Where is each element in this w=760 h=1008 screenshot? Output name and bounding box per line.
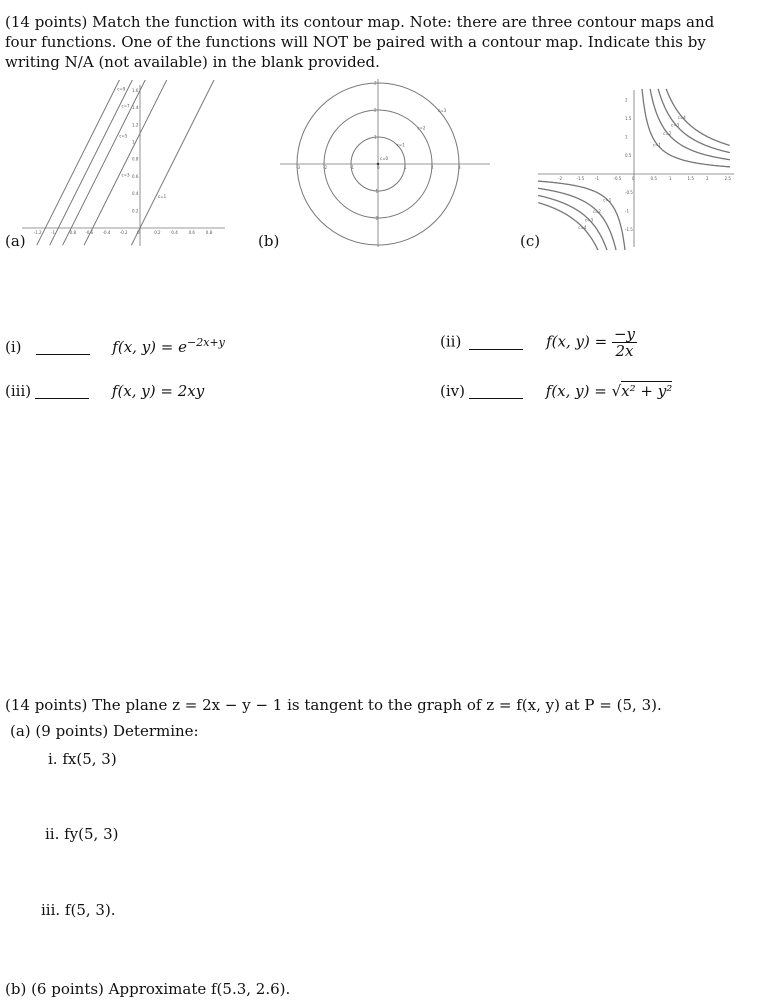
- contour-map-b: [270, 75, 500, 250]
- y-tick-label: 1.6: [132, 87, 139, 93]
- y-tick-label: -2: [374, 215, 378, 221]
- x-tick-label: 0.6: [188, 230, 195, 235]
- item-i: [5, 336, 225, 356]
- radicand: x² + y²: [621, 382, 673, 400]
- y-tick-label: 1: [625, 134, 628, 140]
- contour-label: c=0: [380, 156, 389, 161]
- contour-map-c: [520, 75, 750, 250]
- y-tick-label: 0.8: [132, 156, 139, 162]
- y-tick-label: 3: [374, 80, 377, 86]
- answer-blank[interactable]: [469, 349, 523, 350]
- subpart-i: i. fx(5, 3): [48, 750, 117, 768]
- x-tick-label: 1.5: [687, 176, 694, 181]
- contour-label: c=3: [121, 172, 130, 178]
- y-tick-label: -1.5: [625, 227, 633, 232]
- contour-label: c=9: [117, 86, 126, 92]
- contour-curve: [658, 89, 730, 153]
- y-tick-label: 1.2: [132, 122, 139, 128]
- contour-label: c=2: [417, 125, 426, 131]
- x-tick-label: -1: [350, 165, 354, 170]
- y-tick-label: -0.5: [625, 190, 633, 195]
- function-base: e: [178, 338, 188, 356]
- y-tick-label: -1: [625, 208, 629, 214]
- x-tick-label: 0.8: [205, 230, 213, 235]
- contour-line: [131, 80, 215, 245]
- x-tick-label: -3: [296, 165, 300, 170]
- item-iv: [440, 382, 672, 400]
- item-number: (iv): [440, 382, 465, 400]
- contour-line: [37, 80, 121, 245]
- fraction: [612, 326, 637, 359]
- y-tick-label: 0.2: [132, 208, 139, 214]
- x-tick-label: -2: [323, 165, 327, 170]
- denominator: 2x: [615, 342, 634, 360]
- map-b-label: (b): [258, 232, 280, 250]
- y-tick-label: 1: [132, 139, 135, 145]
- contour-curve: [666, 89, 730, 145]
- answer-blank[interactable]: [36, 354, 90, 355]
- x-tick-label: 0: [632, 176, 635, 181]
- x-tick-label: 0: [137, 230, 140, 235]
- answer-blank[interactable]: [469, 398, 523, 399]
- y-tick-label: 1.4: [132, 105, 139, 111]
- contour-curve: [642, 89, 730, 167]
- contour-label: c=1: [603, 197, 612, 203]
- x-tick-label: -0.4: [102, 230, 111, 235]
- function-lhs: f(x, y) =: [545, 382, 612, 400]
- contour-label: c=3: [584, 217, 594, 223]
- y-tick-label: 1.5: [625, 116, 632, 121]
- x-tick-label: -0.6: [85, 230, 94, 235]
- function-lhs: f(x, y) =: [111, 382, 178, 400]
- item-iii: [5, 382, 204, 400]
- subpart-ii: ii. fy(5, 3): [45, 825, 119, 843]
- function-rhs: 2xy: [177, 382, 205, 400]
- item-number: (iii): [5, 382, 32, 400]
- y-tick-label: 0.6: [132, 173, 139, 179]
- contour-label: c=2: [663, 131, 672, 137]
- x-tick-label: 1: [404, 165, 407, 170]
- x-tick-label: 1: [669, 176, 672, 181]
- x-tick-label: -0.2: [119, 230, 128, 235]
- contour-label: c=3: [671, 122, 680, 128]
- contour-label: c=4: [677, 114, 686, 120]
- function-exponent: −2x+y: [187, 336, 225, 349]
- x-tick-label: 0.2: [154, 230, 161, 235]
- contour-label: c=5: [119, 133, 128, 139]
- part-a-label: (a) (9 points) Determine:: [10, 722, 199, 740]
- x-tick-label: 0: [377, 165, 380, 170]
- x-tick-label: 3: [458, 165, 461, 170]
- item-number: (ii): [440, 332, 462, 351]
- answer-blank[interactable]: [35, 398, 89, 399]
- function-lhs: f(x, y) =: [546, 332, 612, 351]
- item-ii: [440, 326, 637, 359]
- x-tick-label: -0.8: [68, 230, 77, 235]
- y-tick-label: 2: [625, 97, 628, 103]
- contour-point: [377, 163, 379, 165]
- x-tick-label: 2: [431, 165, 434, 170]
- x-tick-label: -1: [51, 230, 55, 235]
- contour-map-a: [20, 80, 240, 250]
- contour-label: c=1: [158, 193, 167, 199]
- contour-label: c=2: [592, 208, 601, 214]
- x-tick-label: 2.5: [724, 176, 731, 181]
- sqrt-sign: √: [611, 382, 622, 400]
- contour-label: c=1: [652, 142, 661, 148]
- numerator: −y: [613, 325, 635, 343]
- x-tick-label: -2: [558, 176, 562, 181]
- item-number: (i): [5, 338, 22, 356]
- y-tick-label: 2: [374, 107, 377, 113]
- x-tick-label: -1.5: [576, 176, 585, 181]
- x-tick-label: 0.4: [171, 230, 178, 235]
- contour-label: c=7: [121, 103, 130, 109]
- map-a-label: (a): [5, 232, 26, 250]
- contour-label: c=4: [578, 225, 587, 231]
- y-tick-label: 0.4: [132, 191, 139, 197]
- y-tick-label: 0.5: [625, 153, 632, 158]
- contour-curve: [538, 195, 610, 250]
- x-tick-label: -1.2: [33, 230, 42, 235]
- contour-label: c=3: [438, 107, 447, 113]
- part-b-label: (b) (6 points) Approximate f(5.3, 2.6).: [5, 980, 291, 998]
- x-tick-label: -0.5: [613, 176, 622, 181]
- contour-label: c=1: [396, 142, 405, 148]
- question-1-intro: (14 points) Match the function with its contour map. Note: there are three contour maps and four functions. One of the functions will NOT be paired with a contour map. Indicate this by writing N/A (not available) in the blank provided.: [5, 13, 715, 71]
- y-tick-label: -1: [374, 188, 378, 194]
- question-2-intro: (14 points) The plane z = 2x − y − 1 is tangent to the graph of z = f(x, y) at P = (5, 3).: [5, 696, 662, 714]
- map-c-label: (c): [520, 232, 541, 250]
- subpart-iii: iii. f(5, 3).: [41, 901, 116, 919]
- x-tick-label: -1: [595, 176, 599, 181]
- x-tick-label: 2: [706, 176, 709, 181]
- y-tick-label: 1: [374, 134, 377, 140]
- x-tick-label: 0.5: [650, 176, 657, 181]
- function-lhs: f(x, y) =: [112, 338, 179, 356]
